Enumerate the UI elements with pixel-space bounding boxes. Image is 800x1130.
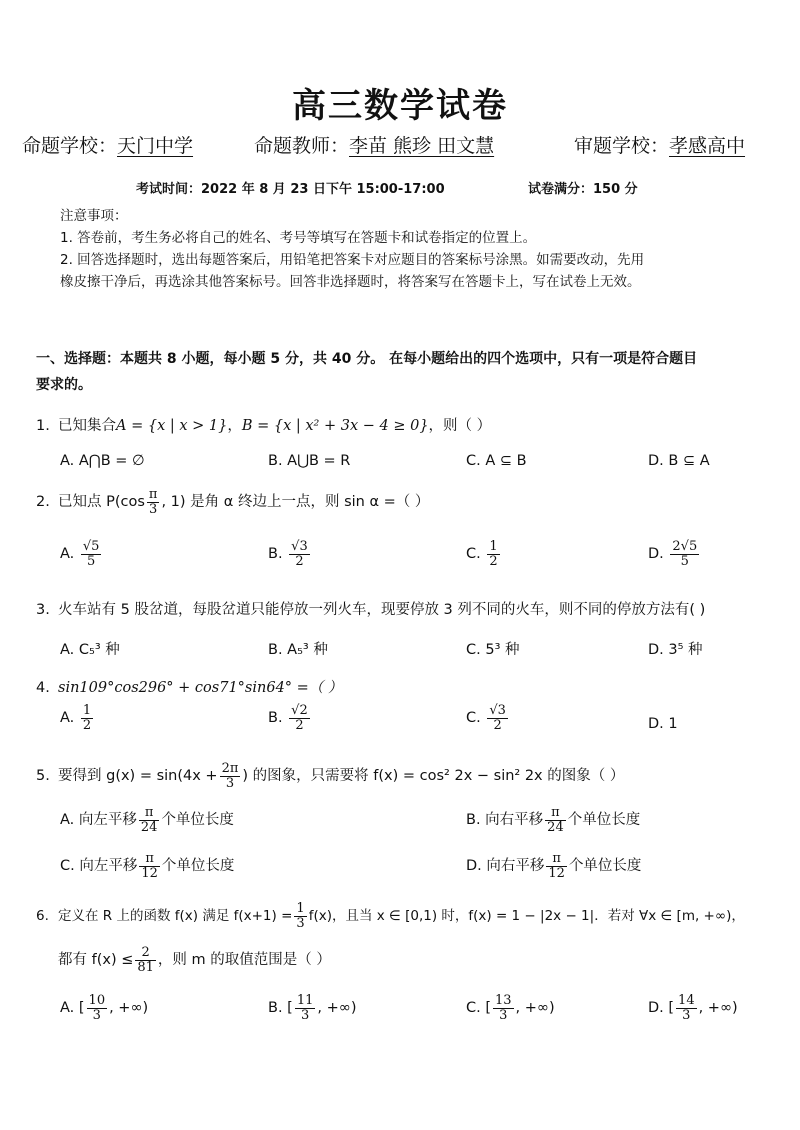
question-2 [36, 488, 776, 516]
question-4 [36, 676, 776, 697]
option-c [466, 994, 555, 1022]
option-a [60, 806, 234, 834]
teacher-group [254, 131, 494, 158]
option-text: 个单位长度 [568, 858, 642, 875]
option-c [60, 852, 234, 880]
numerator: 11 [296, 993, 314, 1008]
fraction [139, 852, 160, 880]
question-6 [36, 902, 776, 930]
option-text: A. 向左平移 [60, 812, 137, 829]
school-value: 天门中学 [117, 135, 194, 157]
option-a [60, 704, 95, 732]
numerator: √2 [291, 703, 308, 718]
fraction [295, 994, 316, 1022]
option-d [648, 994, 738, 1022]
fraction [546, 852, 567, 880]
option-c [466, 540, 502, 568]
option-b: B. A⋃B = R [268, 453, 351, 469]
numerator: π [139, 852, 160, 867]
teacher-label: 命题教师： [254, 135, 350, 157]
option-label: D. [648, 546, 664, 563]
option-d: D. B ⊆ A [648, 453, 710, 469]
numerator: √5 [82, 539, 100, 554]
denominator: 3 [149, 501, 158, 517]
review-label: 审题学校： [574, 135, 670, 157]
option-label: B. [268, 710, 283, 727]
option-a [60, 540, 103, 568]
option-text: D. 向右平移 [466, 858, 545, 875]
option-d: D. 1 [648, 716, 678, 732]
notice-line: 橡皮擦干净后，再选涂其他答案标号。回答非选择题时，将答案写在答题卡上，写在试卷上无效。 [60, 274, 641, 290]
notice-line: 1. 答卷前，考生务必将自己的姓名、考号等填写在答题卡和试卷指定的位置上。 [60, 230, 537, 246]
fraction [289, 704, 310, 732]
denominator: 3 [92, 1007, 101, 1023]
fraction [139, 806, 160, 834]
question-text: 火车站有 5 股岔道，每股岔道只能停放一列火车，现要停放 3 列不同的火车，则不同的停放方法有( ) [58, 602, 706, 618]
fraction [294, 902, 306, 930]
option-b [268, 704, 312, 732]
option-label: B. [268, 546, 283, 563]
fraction [81, 704, 93, 732]
option-a: A. C₅³ 种 [60, 642, 120, 658]
question-text: 都有 f(x) ≤ [58, 952, 134, 969]
option-a [60, 994, 148, 1022]
fraction [676, 994, 697, 1022]
option-c: C. 5³ 种 [466, 642, 520, 658]
numerator: √3 [291, 539, 308, 554]
denominator: 12 [548, 865, 565, 881]
option-c [466, 704, 510, 732]
numerator: π [139, 806, 160, 821]
denominator: 81 [137, 959, 154, 975]
question-text: f(x)，且当 x ∈ [0,1) 时，f(x) = 1 − |2x − 1|．若对 ∀x ∈ [m, +∞)， [308, 908, 745, 925]
question-number: 3. [36, 602, 50, 618]
option-b: B. A₅³ 种 [268, 642, 328, 658]
fraction [289, 540, 310, 568]
school-label: 命题学校： [22, 135, 118, 157]
question-text: , 1) 是角 α 终边上一点，则 sin α =（ ） [161, 494, 430, 511]
option-text: 个单位长度 [161, 858, 235, 875]
fraction [81, 540, 102, 568]
exam-info-row [0, 178, 800, 198]
denominator: 3 [300, 1007, 310, 1023]
denominator: 2 [295, 553, 304, 569]
teacher-value: 李苗 熊珍 田文慧 [349, 135, 495, 157]
denominator: 2 [295, 717, 304, 733]
question-text: 定义在 R 上的函数 f(x) 满足 f(x+1) = [58, 908, 293, 925]
fraction [220, 762, 241, 790]
option-text: , +∞) [317, 1000, 357, 1017]
option-text: B. 向右平移 [466, 812, 544, 829]
set-b-expression: B = {x | x² + 3x − 4 ≥ 0} [241, 418, 429, 434]
numerator: 2 [135, 946, 156, 961]
denominator: 12 [141, 865, 158, 881]
exam-time: 考试时间：2022 年 8 月 23 日下午 15:00-17:00 [136, 182, 445, 197]
question-number: 1. [36, 418, 50, 434]
option-text: , +∞) [698, 1000, 738, 1017]
option-label: A. [ [60, 1000, 85, 1017]
fraction [135, 946, 156, 974]
numerator: 10 [88, 993, 106, 1008]
option-text: 个单位长度 [161, 812, 234, 829]
authorship-row [22, 131, 782, 161]
denominator: 3 [682, 1007, 691, 1023]
option-label: A. [60, 546, 75, 563]
fraction [487, 540, 499, 568]
option-text: , +∞) [515, 1000, 555, 1017]
numerator: 2π [221, 761, 239, 776]
section-line: 要求的。 [36, 377, 92, 393]
numerator: π [545, 806, 566, 821]
question-text: ) 的图象，只需要将 f(x) = cos² 2x − sin² 2x 的图象（ ） [242, 768, 625, 785]
question-5 [36, 762, 776, 790]
question-number: 2. [36, 494, 50, 511]
question-text: ，则 m 的取值范围是（ ） [157, 952, 331, 969]
option-label: D. [ [648, 1000, 675, 1017]
numerator: 1 [82, 703, 92, 718]
numerator: √3 [489, 703, 506, 718]
question-6-line-2 [58, 946, 798, 974]
option-a: A. A⋂B = ∅ [60, 453, 145, 469]
section-line: 一、选择题：本题共 8 小题，每小题 5 分，共 40 分。 在每小题给出的四个选项中，只有一项是符合题目 [36, 351, 698, 367]
numerator: 1 [489, 539, 498, 554]
question-1 [36, 414, 776, 435]
numerator: 13 [495, 993, 512, 1008]
fraction [545, 806, 566, 834]
option-label: C. [ [466, 1000, 491, 1017]
option-b [268, 994, 356, 1022]
question-text: 要得到 g(x) = sin(4x + [58, 768, 218, 785]
question-text: sin109°cos296° + cos71°sin64° =（ ） [58, 680, 343, 696]
numerator: 1 [296, 901, 305, 916]
notice-heading: 注意事项： [60, 208, 128, 224]
numerator: 2√5 [672, 539, 698, 554]
question-number: 4. [36, 680, 50, 696]
page-title: 高三数学试卷 [292, 86, 508, 126]
denominator: 5 [87, 553, 96, 569]
question-text: ，则（ ） [428, 418, 492, 434]
option-label: B. [ [268, 1000, 293, 1017]
option-text: 个单位长度 [567, 812, 641, 829]
denominator: 24 [140, 819, 158, 835]
denominator: 3 [225, 775, 235, 791]
option-d [466, 852, 641, 880]
set-a-expression: A = {x | x > 1} [116, 418, 228, 434]
denominator: 3 [296, 915, 305, 931]
denominator: 5 [680, 553, 689, 569]
fraction [670, 540, 699, 568]
option-d [648, 540, 701, 568]
question-number: 6. [36, 908, 49, 925]
denominator: 2 [493, 717, 502, 733]
fraction [87, 994, 108, 1022]
option-label: C. [466, 710, 481, 727]
option-c: C. A ⊆ B [466, 453, 527, 469]
notice-block [60, 205, 760, 293]
fraction [493, 994, 514, 1022]
numerator: 14 [678, 993, 695, 1008]
denominator: 24 [547, 819, 564, 835]
option-label: C. [466, 546, 481, 563]
school-group [22, 131, 193, 158]
fraction [147, 488, 160, 516]
question-number: 5. [36, 768, 50, 785]
option-b [466, 806, 640, 834]
review-group [574, 131, 745, 158]
option-b [268, 540, 312, 568]
notice-line: 2. 回答选择题时，选出每题答案后，用铅笔把答案卡对应题目的答案标号涂黑。如需要改动，先用 [60, 252, 645, 268]
fraction [487, 704, 508, 732]
numerator: π [546, 852, 567, 867]
denominator: 2 [82, 717, 92, 733]
full-score: 试卷满分：150 分 [528, 182, 638, 197]
option-text: C. 向左平移 [60, 858, 138, 875]
question-text: 已知集合 [58, 418, 116, 434]
denominator: 2 [489, 553, 498, 569]
question-text: 已知点 P(cos [58, 494, 145, 511]
question-3 [36, 598, 776, 619]
option-d: D. 3⁵ 种 [648, 642, 703, 658]
review-value: 孝感高中 [669, 135, 746, 157]
question-text: ， [227, 418, 242, 434]
denominator: 3 [499, 1007, 508, 1023]
option-label: A. [60, 710, 75, 727]
section-heading [36, 346, 776, 398]
option-text: , +∞) [109, 1000, 149, 1017]
numerator: π [148, 487, 158, 502]
